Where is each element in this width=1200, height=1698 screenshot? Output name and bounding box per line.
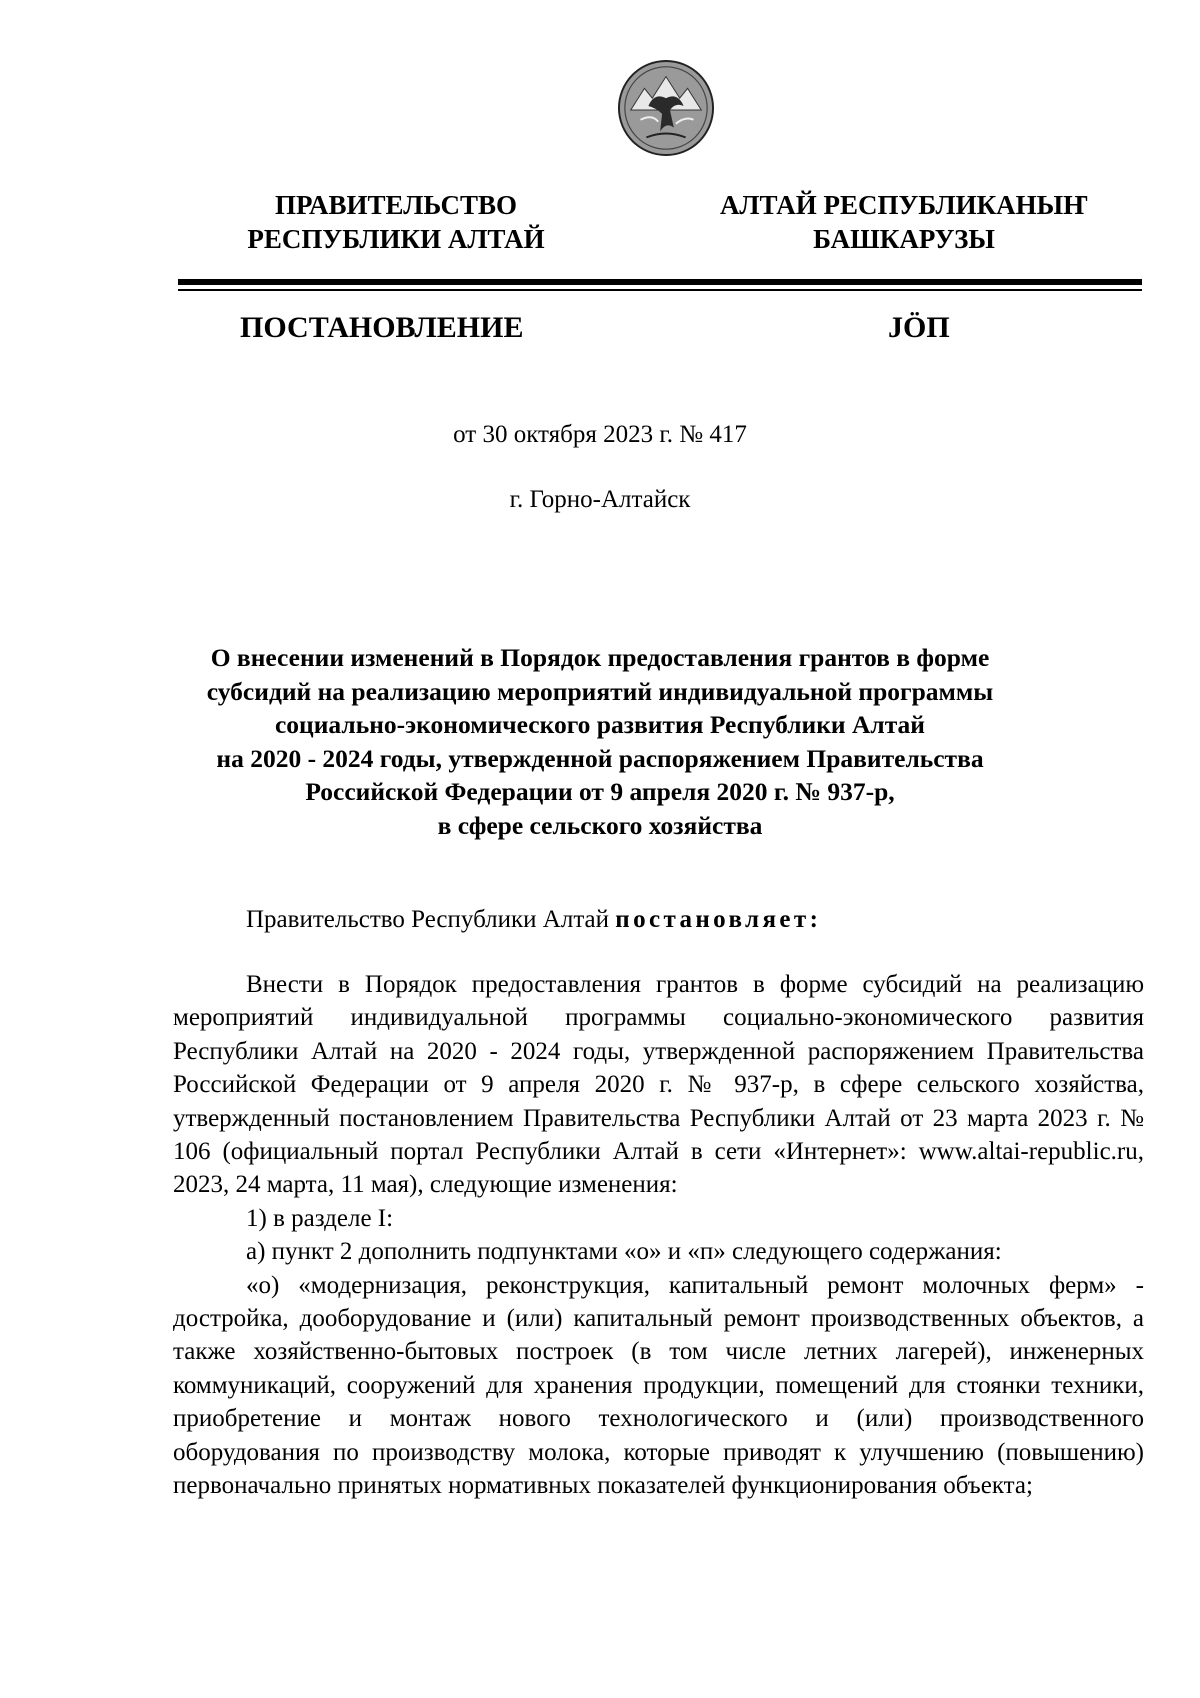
- doc-type-altai: JӦП: [888, 311, 950, 344]
- header-divider-thin: [178, 289, 1142, 291]
- doc-type-russian: ПОСТАНОВЛЕНИЕ: [240, 311, 524, 344]
- decree-emphasis: постановляет:: [615, 906, 822, 933]
- document-body: [173, 968, 1144, 1503]
- decree-statement: [246, 905, 821, 935]
- body-paragraph: а) пункт 2 дополнить подпунктами «о» и «п» следующего содержания:: [246, 1238, 1002, 1266]
- body-paragraph: 1) в разделе I:: [246, 1204, 394, 1232]
- title-line: социально-экономического развития Республики Алтай: [274, 710, 925, 740]
- title-line: в сфере сельского хозяйства: [437, 810, 763, 840]
- org-right-line2: БАШКАРУЗЫ: [813, 224, 995, 254]
- document-city: г. Горно-Алтайск: [509, 486, 691, 513]
- org-left-line1: ПРАВИТЕЛЬСТВО: [274, 190, 518, 220]
- title-line: субсидий на реализацию мероприятий индивидуальной программы: [206, 676, 994, 706]
- body-paragraph: Внести в Порядок предоставления грантов в форме субсидий на реализацию мероприятий индивидуальной программы социально-экономического развития Республики Алтай на 2020 - 2024 годы, утвержденной распоряжением Правительства Российской Федерации от 9 апреля 2020 г. № 937-р, в сфере сельского хозяйства, утвержденный постановлением Правительства Республики Алтай от 23 марта 2023 г. № 106 (официальный портал Республики Алтай в сети «Интернет»: www.altai-republic.ru, 2023, 24 марта, 11 мая), следующие изменения:: [173, 971, 1144, 1199]
- org-left-line2: РЕСПУБЛИКИ АЛТАЙ: [247, 224, 545, 254]
- org-name-russian: [222, 188, 570, 256]
- document-date-number: от 30 октября 2023 г. № 417: [453, 421, 747, 448]
- altai-republic-coat-of-arms-icon: [617, 59, 715, 157]
- body-paragraph: «о) «модернизация, реконструкция, капитальный ремонт молочных ферм» - достройка, дооборудование и (или) капитальный ремонт производственных объектов, а также хозяйственно-бытовых построек (в том числе летних лагерей), инженерных коммуникаций, сооружений для хранения продукции, помещений для стоянки техники, приобретение и монтаж нового технологического и (или) производственного оборудования по производству молока, которые приводят к улучшению (повышению) первоначально принятых нормативных показателей функционирования объекта;: [173, 1271, 1144, 1500]
- title-line: О внесении изменений в Порядок предоставления грантов в форме: [210, 643, 990, 672]
- org-name-altai: [705, 188, 1103, 256]
- header-divider-thick: [178, 279, 1142, 285]
- decree-prefix: Правительство Республики Алтай: [246, 906, 616, 933]
- org-right-line1: АЛТАЙ РЕСПУБЛИКАНЫҤ: [719, 190, 1089, 220]
- document-title: [200, 641, 1000, 843]
- title-line: Российской Федерации от 9 апреля 2020 г. № 937-р,: [305, 777, 895, 807]
- title-line: на 2020 - 2024 годы, утвержденной распоряжением Правительства: [216, 743, 984, 773]
